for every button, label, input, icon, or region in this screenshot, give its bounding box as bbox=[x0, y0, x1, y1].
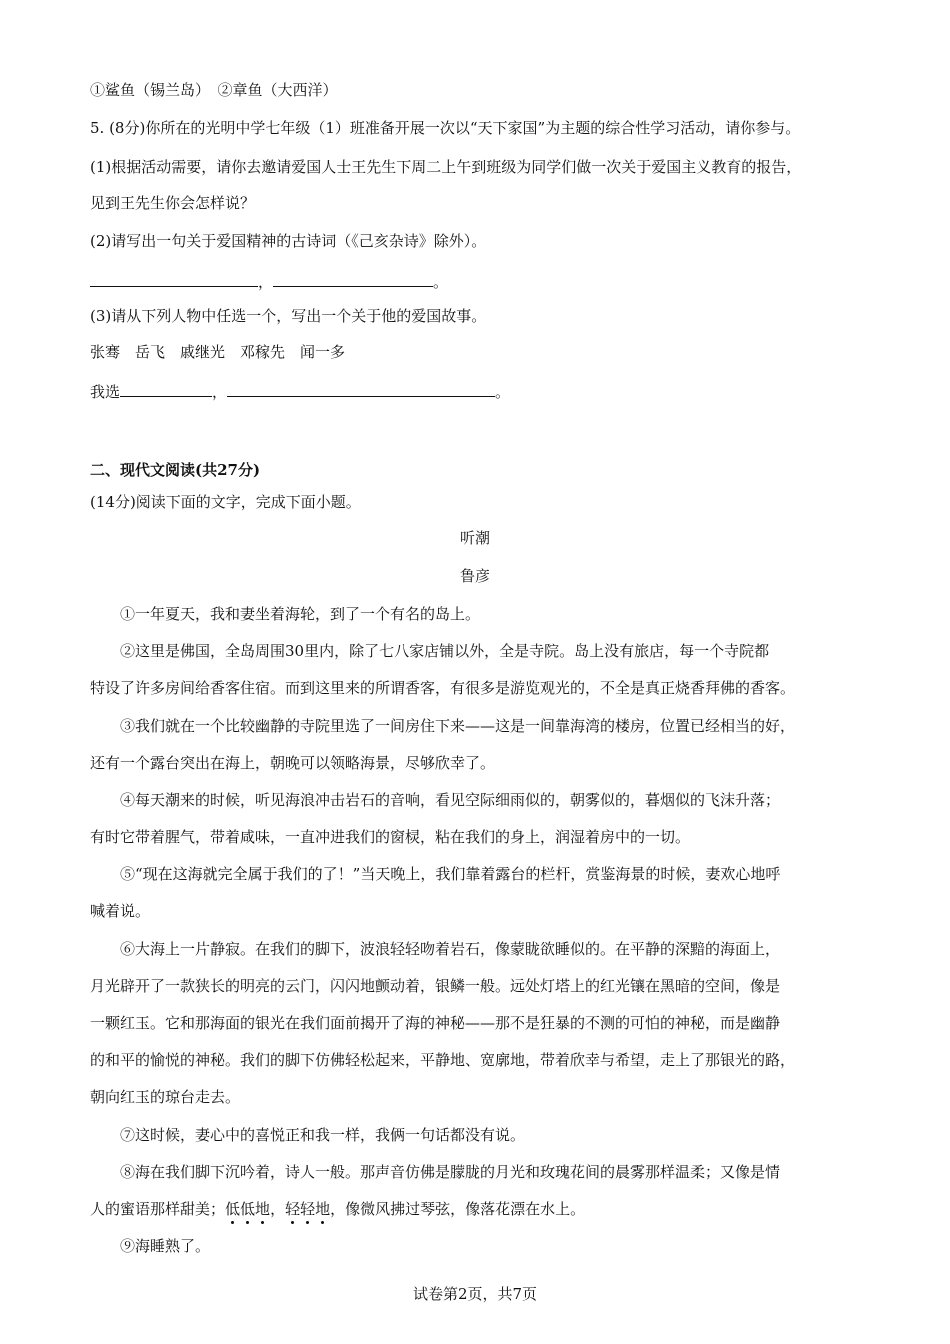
paragraph-1: ①一年夏天，我和妻坐着海轮，到了一个有名的岛上。 bbox=[120, 605, 481, 623]
q5-people: 张骞 岳飞 戚继光 邓稼先 闻一多 bbox=[90, 343, 346, 361]
paragraph-6-line5: 朝向红玉的琼台走去。 bbox=[90, 1088, 241, 1106]
answer-blank[interactable] bbox=[273, 270, 433, 287]
paragraph-4-line2: 有时它带着腥气，带着咸味，一直冲进我们的窗棂，粘在我们的身上，润湿着房中的一切。 bbox=[90, 828, 691, 846]
q5-choose-answer: 我选 ， 。 bbox=[90, 380, 510, 402]
section-intro: (14分)阅读下面的文字，完成下面小题。 bbox=[90, 493, 361, 511]
passage-author: 鲁彦 bbox=[459, 567, 490, 585]
answer-blank[interactable] bbox=[227, 380, 495, 397]
q5-title: 5. (8分)你所在的光明中学七年级（1）班准备开展一次以“天下家国”为主题的综合性学习活动，请你参与。 bbox=[90, 119, 801, 137]
paragraph-6-line2: 月光辟开了一款狭长的明亮的云门，闪闪地颤动着，银鳞一般。远处灯塔上的红光镶在黑暗的空间，像是 bbox=[90, 977, 781, 995]
emphasis-dotted-1: 低低地 bbox=[225, 1200, 271, 1218]
paragraph-6-line1: ⑥大海上一片静寂。在我们的脚下，波浪轻轻吻着岩石，像蒙眬欲睡似的。在平静的深黯的海面上， bbox=[120, 940, 781, 958]
emphasis-dotted-2: 轻轻地 bbox=[285, 1200, 331, 1218]
paragraph-6-line4: 的和平的愉悦的神秘。我们的脚下仿佛轻松起来，平静地、宽廓地，带着欣幸与希望，走上了那银光的路， bbox=[90, 1051, 796, 1069]
q5-sub2: (2)请写出一句关于爱国精神的古诗词（《己亥杂诗》除外）。 bbox=[90, 232, 487, 250]
paragraph-8-line1: ⑧海在我们脚下沉吟着，诗人一般。那声音仿佛是朦胧的月光和玫瑰花间的晨雾那样温柔；又像是情 bbox=[120, 1163, 781, 1181]
paragraph-2-line2: 特设了许多房间给香客住宿。而到这里来的所谓香客，有很多是游览观光的，不全是真正烧香拜佛的香客。 bbox=[90, 679, 796, 697]
paragraph-5-line1: ⑤“现在这海就完全属于我们的了！”当天晚上，我们靠着露台的栏杆，赏鉴海景的时候，妻欢心地呼 bbox=[120, 865, 781, 883]
page-footer: 试卷第2页，共7页 bbox=[412, 1285, 538, 1303]
paragraph-5-line2: 喊着说。 bbox=[90, 902, 151, 920]
q5-sub2-answer: ， 。 bbox=[90, 270, 448, 292]
paragraph-3-line1: ③我们就在一个比较幽静的寺院里选了一间房住下来——这是一间靠海湾的楼房，位置已经相当的好， bbox=[120, 717, 796, 735]
q5-sub1-line2: 见到王先生你会怎样说？ bbox=[90, 194, 256, 212]
section-heading: 二、现代文阅读(共27分) bbox=[90, 461, 261, 479]
q5-sub3: (3)请从下列人物中任选一个，写出一个关于他的爱国故事。 bbox=[90, 307, 487, 325]
answer-blank[interactable] bbox=[90, 270, 258, 287]
paragraph-4-line1: ④每天潮来的时候，听见海浪冲击岩石的音响，看见空际细雨似的，朝雾似的，暮烟似的飞沫升落； bbox=[120, 791, 781, 809]
paragraph-2-line1: ②这里是佛国，全岛周围30里内，除了七八家店铺以外，全是寺院。岛上没有旅店，每一个寺院都 bbox=[120, 642, 770, 660]
paragraph-7: ⑦这时候，妻心中的喜悦正和我一样，我俩一句话都没有说。 bbox=[120, 1126, 526, 1144]
q4-options: ①鲨鱼（锡兰岛） ②章鱼（大西洋） bbox=[90, 81, 338, 99]
passage-title: 听潮 bbox=[459, 529, 490, 547]
paragraph-9: ⑨海睡熟了。 bbox=[120, 1237, 211, 1255]
paragraph-6-line3: 一颗红玉。它和那海面的银光在我们面前揭开了海的神秘——那不是狂暴的不测的可怕的神秘，而是幽静 bbox=[90, 1014, 781, 1032]
q5-sub1-line1: (1)根据活动需要，请你去邀请爱国人士王先生下周二上午到班级为同学们做一次关于爱国主义教育的报告， bbox=[90, 158, 802, 176]
answer-blank[interactable] bbox=[120, 380, 212, 397]
paragraph-3-line2: 还有一个露台突出在海上，朝晚可以领略海景，尽够欣幸了。 bbox=[90, 754, 496, 772]
paragraph-8-line2: 人的蜜语那样甜美；低低地，轻轻地，像微风拂过琴弦，像落花漂在水上。 bbox=[90, 1200, 586, 1218]
